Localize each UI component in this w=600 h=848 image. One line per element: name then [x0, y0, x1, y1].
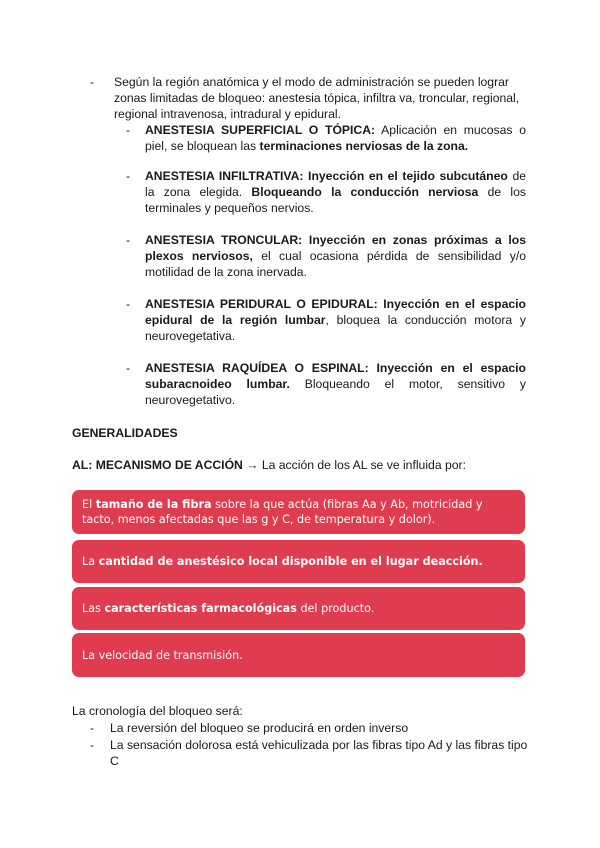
type-title: ANESTESIA TRONCULAR: Inyección en zonas próximas a los plexos nerviosos,	[145, 233, 526, 263]
type-title: ANESTESIA RAQUÍDEA O ESPINAL: Inyección en el espacio subaracnoideo lumbar.	[145, 361, 526, 391]
mechanism-text: La acción de los AL se ve influida por:	[261, 458, 466, 472]
list-item	[90, 720, 530, 736]
factor-box-pharmacology	[72, 587, 525, 630]
anesthesia-type-troncular	[126, 232, 526, 280]
mechanism-line	[72, 457, 466, 473]
type-description-rest: de los terminales y pequeños nervios.	[145, 185, 526, 215]
section-heading-generalidades: GENERALIDADES	[72, 426, 178, 440]
type-emphasis: terminaciones nerviosas de la zona.	[259, 139, 469, 153]
factor-box-anesthetic-quantity	[72, 540, 525, 583]
bullet-dash: -	[126, 233, 131, 247]
bullet-dash: -	[126, 297, 131, 311]
type-title: ANESTESIA INFILTRATIVA: Inyección en el tejido subcutáneo	[145, 169, 508, 183]
type-title: ANESTESIA PERIDURAL O EPIDURAL: Inyección en el espacio epidural de la región lumbar	[145, 297, 526, 327]
bullet-dash: -	[90, 75, 95, 89]
type-description: de la zona elegida.	[145, 169, 526, 199]
type-title: ANESTESIA SUPERFICIAL O TÓPICA:	[145, 123, 376, 137]
mechanism-title: AL: MECANISMO DE ACCIÓN	[72, 458, 243, 472]
bullet-dash: -	[126, 123, 131, 137]
list-item-text: La reversión del bloqueo se producirá en orden inverso	[110, 721, 409, 735]
type-description: , bloquea la conducción motora y neurovegetativa.	[145, 313, 526, 343]
cronologia-intro: La cronología del bloqueo será:	[72, 704, 243, 718]
factor-emphasis: tamaño de la fibra	[95, 498, 212, 511]
intro-text: Según la región anatómica y el modo de administración se pueden lograr zonas limitadas de bloqueo: anestesia tópica, infiltra va, troncular, regional, regional intravenosa, intradural y epidural.	[114, 75, 520, 121]
factor-text: Las	[82, 602, 105, 615]
anesthesia-type-superficial	[126, 122, 526, 154]
bullet-dash: -	[126, 169, 131, 183]
anesthesia-type-infiltrativa	[126, 168, 526, 216]
factor-text: El	[82, 498, 96, 511]
type-emphasis: Bloqueando la conducción nerviosa	[251, 185, 479, 199]
anesthesia-type-peridural	[126, 296, 526, 344]
bullet-dash: -	[90, 721, 95, 735]
list-item	[90, 737, 530, 769]
factor-emphasis: características farmacológicas	[104, 602, 297, 615]
intro-paragraph	[90, 74, 526, 122]
factor-text: La velocidad de transmisión.	[82, 648, 243, 662]
bullet-dash: -	[90, 738, 95, 752]
factor-box-fiber-size	[72, 490, 525, 534]
factor-box-transmission-speed	[72, 633, 525, 677]
type-description: Bloqueando el motor, sensitivo y neurovegetativo.	[145, 377, 526, 407]
type-description: Aplicación en mucosas o piel, se bloquean las	[145, 123, 527, 153]
type-description: el cual ocasiona pérdida de sensibilidad y/o motilidad de la zona inervada.	[145, 249, 526, 279]
factor-text: La	[82, 555, 99, 568]
factor-text-rest: sobre la que actúa (fibras Aa y Ab, motricidad y tacto, menos afectadas que las g y C, de temperatura y dolor).	[82, 498, 483, 526]
list-item-text: La sensación dolorosa está vehiculizada por las fibras tipo Ad y las fibras tipo C	[110, 738, 528, 768]
factor-text-rest: del producto.	[296, 602, 375, 615]
arrow-icon: →	[246, 458, 259, 472]
factor-emphasis: cantidad de anestésico local disponible en el lugar deacción.	[98, 555, 483, 568]
bullet-dash: -	[126, 361, 131, 375]
anesthesia-type-raquidea	[126, 360, 526, 408]
